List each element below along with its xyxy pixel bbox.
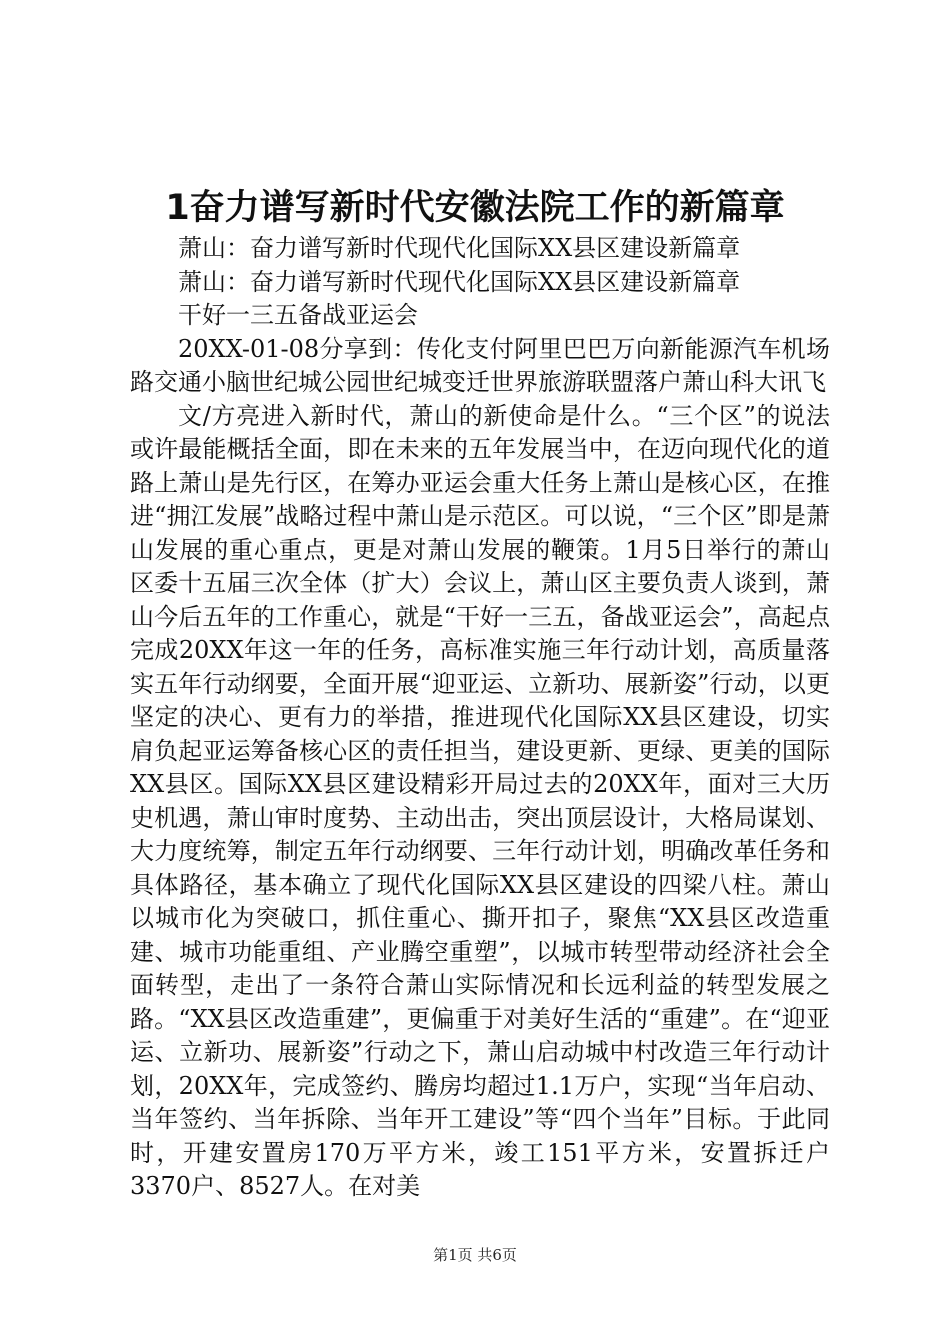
subtitle-line: 萧山：奋力谱写新时代现代化国际XX县区建设新篇章: [178, 234, 741, 262]
page-footer: 第1页 共6页: [433, 1246, 517, 1264]
subtitle-line: 干好一三五备战亚运会: [178, 301, 418, 329]
document-body: [130, 232, 830, 1204]
subtitle-line: 萧山：奋力谱写新时代现代化国际XX县区建设新篇章: [178, 267, 741, 296]
body-paragraph: 文/方亮进入新时代，萧山的新使命是什么。“三个区”的说法或许最能概括全面，即在未来的五年发展当中，在迈向现代化的道路上萧山是先行区，在筹办亚运会重大任务上萧山是核心区，在推进“拥江发展”战略过程中萧山是示范区。可以说，“三个区”即是萧山发展的重心重点，更是对萧山发展的鞭策。1月5日举行的萧山区委十五届三次全体（扩大）会议上，萧山区主要负责人谈到，萧山今后五年的工作重心，就是“干好一三五，备战亚运会”，高起点完成20XX年这一年的任务，高标准实施三年行动计划，高质量落实五年行动纲要，全面开展“迎亚运、立新功、展新姿”行动，以更坚定的决心、更有力的举措，推进现代化国际XX县区建设，切实肩负起亚运筹备核心区的责任担当，建设更新、更绿、更美的国际XX县区。国际XX县区建设精彩开局过去的20XX年，面对三大历史机遇，萧山审时度势、主动出击，突出顶层设计，大格局谋划、大力度统筹，制定五年行动纲要、三年行动计划，明确改革任务和具体路径，基本确立了现代化国际XX县区建设的四梁八柱。萧山以城市化为突破口，抓住重心、撕开扣子，聚焦“XX县区改造重建、城市功能重组、产业腾空重塑”，以城市转型带动经济社会全面转型，走出了一条符合萧山实际情况和长远利益的转型发展之路。“XX县区改造重建”，更偏重于对美好生活的“重建”。在“迎亚运、立新功、展新姿”行动之下，萧山启动城中村改造三年行动计划，20XX年，完成签约、腾房均超过1.1万户，实现“当年启动、当年签约、当年拆除、当年开工建设”等“四个当年”目标。于此同时，开建安置房170万平方米，竣工151平方米，安置拆迁户3370户、8527人。在对美: [130, 401, 830, 1200]
document-title: 1奋力谱写新时代安徽法院工作的新篇章: [165, 188, 785, 228]
share-line-paragraph: 20XX-01-08分享到：传化支付阿里巴巴万向新能源汽车机场路交通小脑世纪城公园世纪城变迁世界旅游联盟落户萧山科大讯飞: [130, 334, 830, 396]
